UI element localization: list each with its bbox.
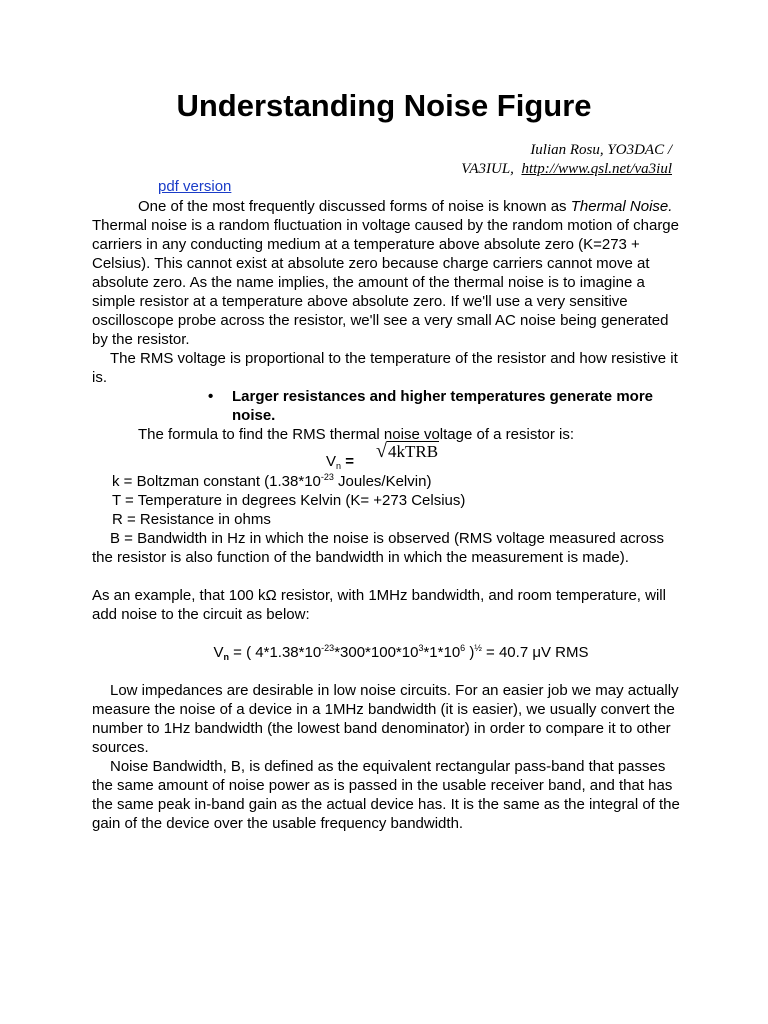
definition-b: B = Bandwidth in Hz in which the noise is observed (RMS voltage measured across the resistor is also function of the bandwidth in which the measurement is made). (92, 530, 665, 566)
intro-text: One of the most frequently discussed forms of noise is known as (138, 198, 567, 215)
radical-sign-icon: √ (376, 440, 387, 462)
intro-paragraph (92, 197, 682, 216)
example-part4: ) (465, 644, 475, 661)
formula-radicand: 4kTRB (387, 442, 439, 461)
formula-equals: = (345, 453, 354, 470)
example-exp2: 3 (418, 643, 424, 653)
author-name: Iulian Rosu, YO3DAC / (530, 142, 672, 158)
pdf-version-link[interactable]: pdf version (158, 178, 232, 195)
definition-k (92, 472, 682, 491)
example-result: = 40.7 μV RMS (481, 644, 589, 661)
example-part3: *1*10 (423, 644, 461, 661)
noise-formula (92, 440, 682, 472)
example-v: V (213, 644, 224, 661)
bullet-text: Larger resistances and higher temperatures generate more noise. (232, 388, 653, 424)
spacer (92, 624, 682, 643)
page-title: Understanding Noise Figure (176, 88, 592, 123)
example-formula (120, 643, 682, 662)
example-part2: *300*100*10 (334, 644, 419, 661)
noise-bandwidth-paragraph: Noise Bandwidth, B, is defined as the equivalent rectangular pass-band that passes the same amount of noise power as is passed in the usable receiver band, and that has the same peak in-band gain as the actual device has. It is the same as the integral of the gain of the device over the usable frequency bandwidth. (92, 758, 680, 832)
formula-intro: The formula to find the RMS thermal noise voltage of a resistor is: (138, 426, 575, 443)
low-impedance-paragraph: Low impedances are desirable in low noise circuits. For an easier job we may actually measure the noise of a device in a 1MHz bandwidth (it is easier), we usually convert the number to 1Hz bandwidth (the lowest band denominator) in order to compare it to other sources. (92, 682, 679, 756)
spacer (92, 567, 682, 586)
formula-v: V (326, 453, 337, 470)
formula-v-sub: n (336, 461, 342, 471)
rms-voltage-paragraph: The RMS voltage is proportional to the temperature of the resistor and how resistive it is. (92, 350, 678, 386)
definition-r: R = Resistance in ohms (112, 511, 271, 528)
definition-k-text: k = Boltzman constant (1.38*10 (112, 473, 321, 490)
example-part1: = ( 4*1.38*10 (229, 644, 322, 661)
example-paragraph: As an example, that 100 kΩ resistor, with 1MHz bandwidth, and room temperature, will add noise to the circuit as below: (92, 587, 666, 623)
author-url-link[interactable]: http://www.qsl.net/va3iul (521, 161, 672, 177)
author-callsign-line (461, 160, 672, 179)
example-exp4: ½ (474, 643, 482, 653)
thermal-noise-paragraph: Thermal noise is a random fluctuation in voltage caused by the random motion of charge carriers in any conducting medium at a temperature above absolute zero (K=273 + Celsius). This cannot exist at absolute zero because charge carriers cannot move at absolute zero. As the name implies, the amount of the thermal noise is to imagine a simple resistor at a temperature above absolute zero. If we'll use a very sensitive oscilloscope probe across the resistor, we'll see a very small AC noise being generated by the resistor. (92, 217, 679, 348)
definition-k-unit: Joules/Kelvin) (333, 473, 432, 490)
bullet-icon: • (208, 388, 214, 405)
article-body (92, 197, 682, 833)
formula-lhs (326, 452, 354, 471)
definition-k-exponent: -23 (320, 472, 334, 482)
thermal-noise-term: Thermal Noise. (570, 198, 673, 215)
example-exp1: -23 (321, 643, 335, 653)
author-block (461, 141, 672, 179)
bullet-item (208, 387, 682, 425)
formula-root (376, 442, 439, 461)
author-callsign: VA3IUL, (461, 161, 514, 177)
definition-t: T = Temperature in degrees Kelvin (K= +273 Celsius) (112, 492, 466, 509)
spacer (92, 662, 682, 681)
example-v-sub: n (223, 652, 230, 662)
example-exp3: 6 (460, 643, 466, 653)
